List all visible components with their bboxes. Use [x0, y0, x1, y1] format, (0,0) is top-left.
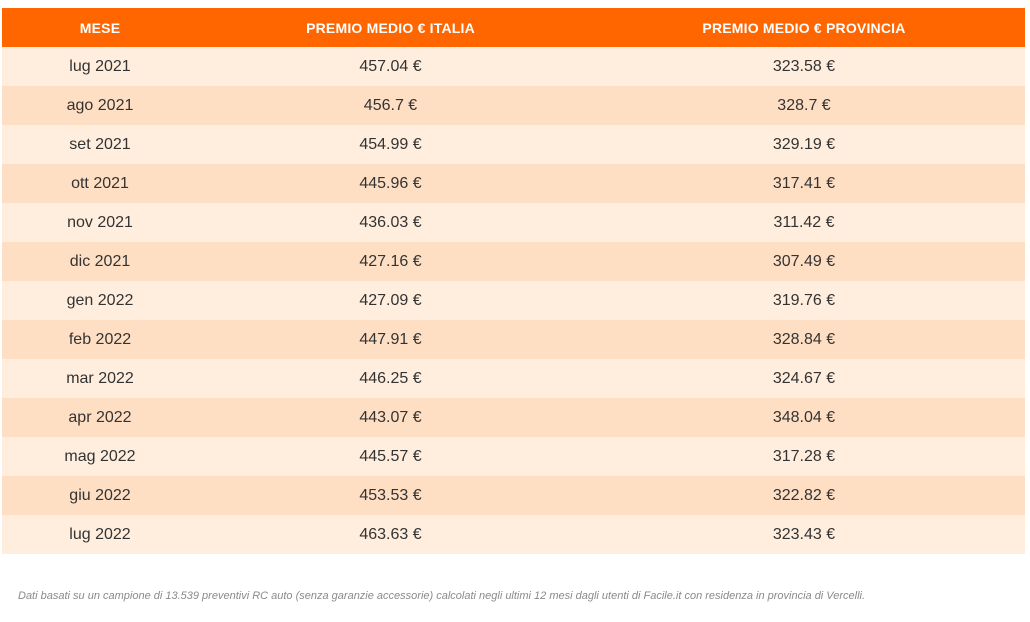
- cell-mese: mag 2022: [2, 437, 198, 476]
- table-row: [2, 437, 1025, 476]
- premium-table-container: [2, 8, 1025, 554]
- cell-provincia: 317.41 €: [583, 164, 1025, 203]
- cell-mese: apr 2022: [2, 398, 198, 437]
- cell-provincia: 317.28 €: [583, 437, 1025, 476]
- table-row: [2, 203, 1025, 242]
- cell-mese: nov 2021: [2, 203, 198, 242]
- cell-mese: giu 2022: [2, 476, 198, 515]
- cell-mese: lug 2021: [2, 47, 198, 86]
- cell-mese: gen 2022: [2, 281, 198, 320]
- table-row: [2, 476, 1025, 515]
- cell-provincia: 323.58 €: [583, 47, 1025, 86]
- table-row: [2, 281, 1025, 320]
- cell-italia: 463.63 €: [198, 515, 583, 554]
- cell-mese: mar 2022: [2, 359, 198, 398]
- cell-italia: 457.04 €: [198, 47, 583, 86]
- cell-provincia: 328.7 €: [583, 86, 1025, 125]
- table-row: [2, 359, 1025, 398]
- cell-italia: 454.99 €: [198, 125, 583, 164]
- cell-provincia: 324.67 €: [583, 359, 1025, 398]
- header-premio-italia: PREMIO MEDIO € ITALIA: [198, 8, 583, 47]
- cell-italia: 447.91 €: [198, 320, 583, 359]
- cell-provincia: 329.19 €: [583, 125, 1025, 164]
- cell-italia: 436.03 €: [198, 203, 583, 242]
- cell-mese: ago 2021: [2, 86, 198, 125]
- table-row: [2, 398, 1025, 437]
- cell-italia: 427.09 €: [198, 281, 583, 320]
- cell-italia: 427.16 €: [198, 242, 583, 281]
- cell-provincia: 348.04 €: [583, 398, 1025, 437]
- cell-italia: 446.25 €: [198, 359, 583, 398]
- cell-italia: 453.53 €: [198, 476, 583, 515]
- data-source-footnote: Dati basati su un campione di 13.539 preventivi RC auto (senza garanzie accessorie) calcolati negli ultimi 12 mesi dagli utenti di Facile.it con residenza in provincia di Vercelli.: [18, 590, 866, 602]
- cell-provincia: 311.42 €: [583, 203, 1025, 242]
- cell-mese: set 2021: [2, 125, 198, 164]
- cell-mese: dic 2021: [2, 242, 198, 281]
- premium-table: [2, 8, 1025, 554]
- table-row: [2, 86, 1025, 125]
- header-row: [2, 8, 1025, 47]
- cell-provincia: 307.49 €: [583, 242, 1025, 281]
- table-row: [2, 47, 1025, 86]
- cell-italia: 456.7 €: [198, 86, 583, 125]
- table-row: [2, 164, 1025, 203]
- header-premio-provincia: PREMIO MEDIO € PROVINCIA: [583, 8, 1025, 47]
- table-row: [2, 125, 1025, 164]
- header-mese: MESE: [2, 8, 198, 47]
- cell-mese: ott 2021: [2, 164, 198, 203]
- cell-provincia: 319.76 €: [583, 281, 1025, 320]
- cell-mese: feb 2022: [2, 320, 198, 359]
- cell-mese: lug 2022: [2, 515, 198, 554]
- cell-provincia: 322.82 €: [583, 476, 1025, 515]
- table-header: [2, 8, 1025, 47]
- table-row: [2, 242, 1025, 281]
- cell-provincia: 328.84 €: [583, 320, 1025, 359]
- cell-italia: 445.57 €: [198, 437, 583, 476]
- table-row: [2, 320, 1025, 359]
- table-body: [2, 47, 1025, 554]
- cell-italia: 445.96 €: [198, 164, 583, 203]
- table-row: [2, 515, 1025, 554]
- cell-italia: 443.07 €: [198, 398, 583, 437]
- cell-provincia: 323.43 €: [583, 515, 1025, 554]
